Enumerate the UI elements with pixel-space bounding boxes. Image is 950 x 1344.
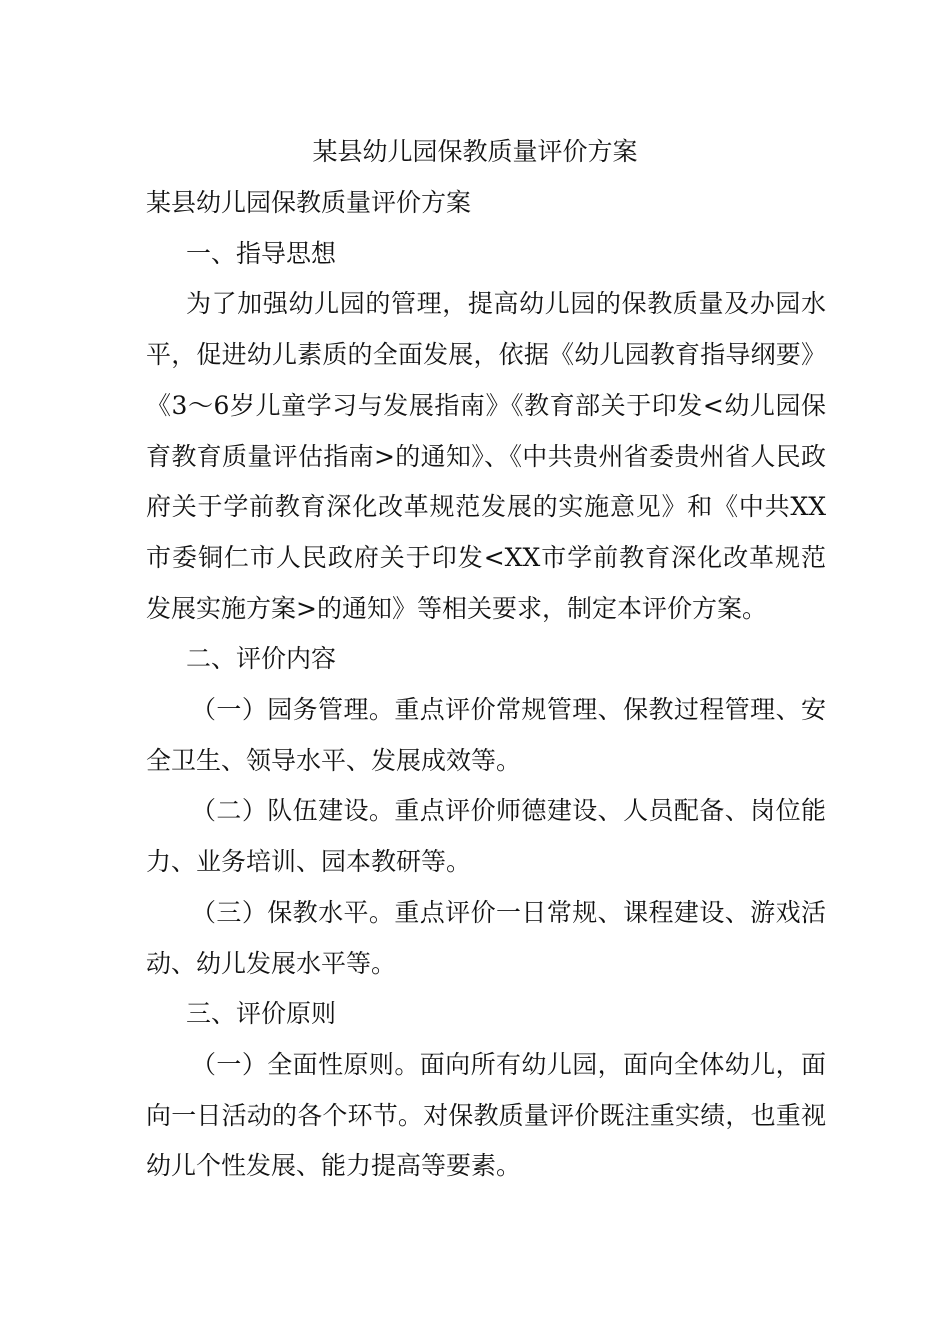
document-body <box>146 178 826 1192</box>
paragraph-content-item-1: （一）园务管理。重点评价常规管理、保教过程管理、安全卫生、领导水平、发展成效等。 <box>146 695 826 775</box>
paragraph-content-item-2: （二）队伍建设。重点评价师德建设、人员配备、岗位能力、业务培训、园本教研等。 <box>146 796 826 877</box>
paragraph-guiding-ideology: 为了加强幼儿园的管理，提高幼儿园的保教质量及办园水平，促进幼儿素质的全面发展，依据《幼儿园教育指导纲要》《3～6岁儿童学习与发展指南》《教育部关于印发<幼儿园保育教育质量评估指南>的通知》、《中共贵州省委贵州省人民政府关于学前教育深化改革规范发展的实施意见》和《中共XX市委铜仁市人民政府关于印发<XX市学前教育深化改革规范发展实施方案>的通知》等相关要求，制定本评价方案。 <box>146 289 826 623</box>
document-subtitle: 某县幼儿园保教质量评价方案 <box>146 188 472 217</box>
section-heading-evaluation-principles: 三、评价原则 <box>186 999 337 1029</box>
document-title: 某县幼儿园保教质量评价方案 <box>312 137 638 166</box>
paragraph-content-item-3: （三）保教水平。重点评价一日常规、课程建设、游戏活动、幼儿发展水平等。 <box>146 897 826 978</box>
section-heading-evaluation-content: 二、评价内容 <box>186 644 337 674</box>
paragraph-principle-item-1: （一）全面性原则。面向所有幼儿园，面向全体幼儿，面向一日活动的各个环节。对保教质量评价既注重实绩，也重视幼儿个性发展、能力提高等要素。 <box>146 1049 826 1181</box>
section-heading-guiding-ideology: 一、指导思想 <box>186 238 337 268</box>
